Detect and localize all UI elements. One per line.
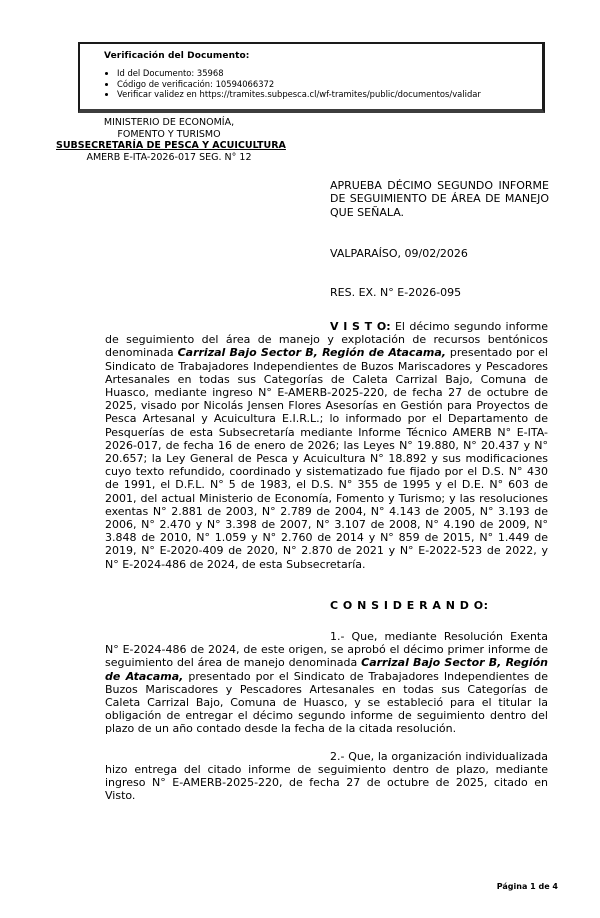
considerando-1-text-2: presentado por el Sindicato de Trabajadores Independientes de Buzos Mariscadores y Pescadores Artesanales en todas sus Categorías de Caleta Carrizal Bajo, Comuna de Huasco, y se estableció para el titular la obligación de entregar el décimo segundo informe de seguimiento dentro del plazo de un año contado desde la fecha de la citada resolución. <box>105 669 548 736</box>
visto-paragraph <box>105 320 548 571</box>
visto-text-1: El décimo segundo informe de seguimiento del área de manejo y explotación de recursos bentónicos denominada <box>105 320 548 360</box>
place-date: VALPARAÍSO, 09/02/2026 <box>330 247 468 260</box>
visto-label: V I S T O: <box>330 320 391 333</box>
document-body <box>105 320 548 803</box>
verification-item-code: • Código de verificación: 10594066372 <box>117 79 534 90</box>
verification-item-document-id: • Id del Documento: 35968 <box>117 68 534 79</box>
resolution-subject: APRUEBA DÉCIMO SEGUNDO INFORME DE SEGUIMIENTO DE ÁREA DE MANEJO QUE SEÑALA. <box>330 179 549 219</box>
letterhead <box>56 117 286 163</box>
page-number: Página 1 de 4 <box>496 882 558 891</box>
verification-title: Verificación del Documento: <box>104 51 250 61</box>
visto-text-2: presentado por el Sindicato de Trabajadores Independientes de Buzos Mariscadores y Pescadores Artesanales en todas sus Categorías de Caleta Carrizal Bajo, Comuna de Huasco, mediante ingreso N° E-AMERB-2025-220, de fecha 27 de octubre de 2025, visado por Nicolás Jensen Flores Asesorías en Gestión para Proyectos de Pesca Artesanal y Acuicultura E.I.R.L.; lo informado por el Departamento de Pesquerías de esta Subsecretaría mediante Informe Técnico AMERB N° E-ITA-2026-017, de fecha 16 de enero de 2026; las Leyes N° 19.880, N° 20.437 y N° 20.657; la Ley General de Pesca y Acuicultura N° 18.892 y sus modificaciones cuyo texto refundido, coordinado y sistematizado fue fijado por el D.S. N° 430 de 1991, el D.F.L. N° 5 de 1983, el D.S. N° 355 de 1995 y el D.E. N° 603 de 2001, del actual Ministerio de Economía, Fomento y Turismo; y las resoluciones exentas N° 2.881 de 2003, N° 2.789 de 2004, N° 4.143 de 2005, N° 3.193 de 2006, N° 2.470 y N° 3.398 de 2007, N° 3.107 de 2008, N° 4.190 de 2009, N° 3.848 de 2010, N° 1.059 y N° 2.760 de 2014 y N° 859 de 2015, N° 1.449 de 2019, N° E-2020-409 de 2020, N° 2.870 de 2021 y N° E-2022-523 de 2022, y N° E-2024-486 de 2024, de esta Subsecretaría. <box>105 346 548 571</box>
considerando-heading: C O N S I D E R A N D O: <box>330 598 489 612</box>
verification-box <box>78 42 545 113</box>
letterhead-amerb-reference: AMERB E-ITA-2026-017 SEG. N° 12 <box>86 151 252 163</box>
considerando-paragraph-2: 2.- Que, la organización individualizada hizo entrega del citado informe de seguimiento dentro de plazo, mediante ingreso N° E-AMERB-2025-220, de fecha 27 de octubre de 2025, citado en Visto. <box>105 749 548 803</box>
verification-item-url: • Verificar validez en https://tramites.subpesca.cl/wf-tramites/public/documentos/validar <box>117 89 534 100</box>
considerando-paragraph-1 <box>105 630 548 736</box>
verification-list <box>104 68 534 100</box>
amerb-area-name-2: Carrizal Bajo Sector B, Región de Atacama, <box>105 656 548 683</box>
amerb-area-name: Carrizal Bajo Sector B, Región de Atacama, <box>177 346 446 360</box>
resolution-number: RES. EX. N° E-2026-095 <box>330 286 462 299</box>
letterhead-fomento-turismo: FOMENTO Y TURISMO <box>117 128 221 140</box>
considerando-1-text-1: 1.- Que, mediante Resolución Exenta N° E-2024-486 de 2024, de este origen, se aprobó el décimo primer informe de seguimiento del área de manejo denominada <box>105 630 548 670</box>
letterhead-ministry: MINISTERIO DE ECONOMÍA, <box>103 117 235 128</box>
letterhead-subsecretaria: SUBSECRETARÍA DE PESCA Y ACUICULTURA <box>56 140 286 152</box>
